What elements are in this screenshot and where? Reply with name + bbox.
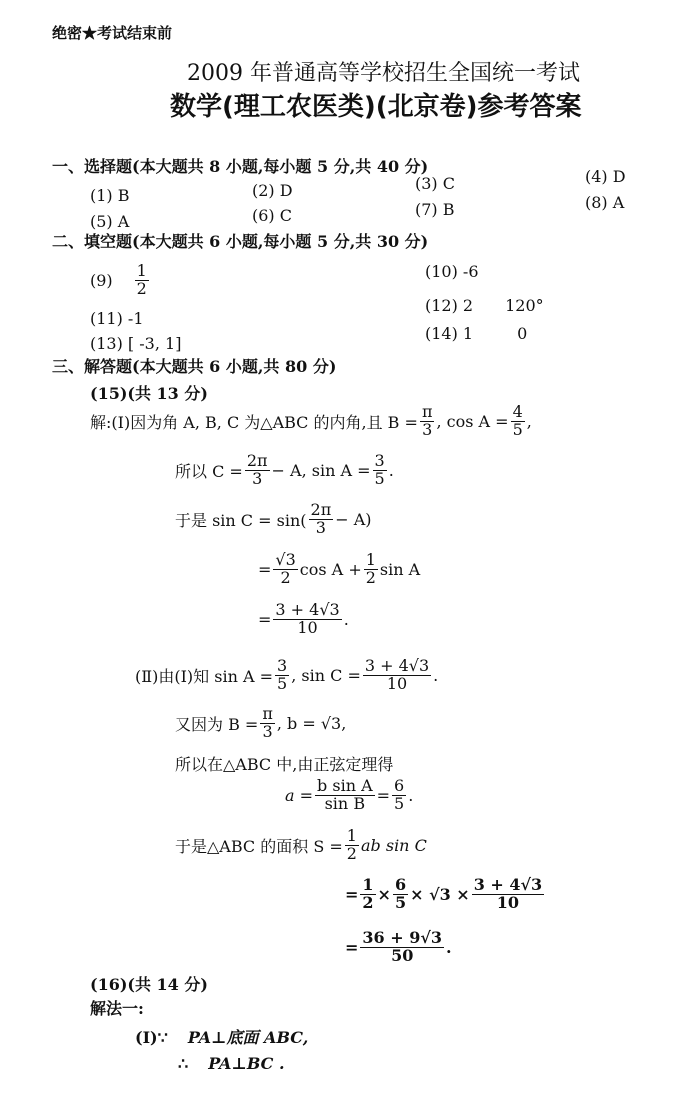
q15-so-c-line: 所以 C = $\frac{2\pi}{3}$ − A, sin A = $\frac{3}{5}$ .: [175, 451, 394, 488]
fraction: $\frac{\text{b sin A}}{\text{sin B}}$: [317, 776, 373, 813]
answer-label: (9): [90, 270, 113, 290]
exam-title: 2009 年普通高等学校招生全国统一考试: [187, 61, 580, 86]
q16-line1: (Ⅰ)∵ PA⊥底面 ABC,: [135, 1028, 309, 1047]
choice-answer: (4) D: [585, 167, 626, 186]
section-fill-heading: 二、填空题(本大题共 6 小题,每小题 5 分,共 30 分): [52, 232, 429, 251]
fill-answer-14: (14) 1 0: [425, 324, 528, 343]
fraction: $\frac{3}{5}$: [277, 656, 288, 693]
fraction: $\frac{1}{2}$: [362, 875, 374, 912]
q15-result1-line: = $\frac{3 + 4√3}{10}$ .: [258, 600, 349, 637]
fraction: $\frac{2\pi}{3}$: [246, 451, 268, 488]
fraction: $\frac{6}{5}$: [394, 776, 405, 813]
fraction: $\frac{\pi}{3}$: [262, 704, 273, 741]
q15-part1-line: 解:(Ⅰ)因为角 A, B, C 为△ABC 的内角,且 B = $\frac{\pi}{3}$ , cos A = $\frac{4}{5}$ ,: [90, 402, 532, 439]
fraction: $\frac{√3}{2}$: [275, 550, 296, 587]
fraction: $\frac{3}{5}$: [374, 451, 385, 488]
choice-answer: (8) A: [585, 193, 625, 212]
choice-answer: (6) C: [252, 206, 292, 225]
fraction: $\frac{36 + 9√3}{50}$: [362, 928, 442, 965]
fraction: $\frac{1}{2}$: [346, 826, 357, 863]
q15-heading: (15)(共 13 分): [90, 384, 208, 403]
q15-also-line: 又因为 B = $\frac{\pi}{3}$ , b = √3,: [175, 704, 347, 741]
choice-answer: (3) C: [415, 174, 455, 193]
q15-area-result-line: = $\frac{36 + 9√3}{50}$ .: [345, 928, 452, 965]
q16-heading: (16)(共 14 分): [90, 975, 208, 994]
fraction: $\frac{3 + 4√3}{10}$: [473, 875, 543, 912]
q15-part2-line: (Ⅱ)由(Ⅰ)知 sin A = $\frac{3}{5}$ , sin C = $\frac{3 + 4√3}{10}$ .: [135, 656, 439, 693]
choice-answer: (1) B: [90, 186, 130, 205]
section-solve-heading: 三、解答题(本大题共 6 小题,共 80 分): [52, 357, 337, 376]
fraction: $\frac{1}{2}$: [365, 550, 376, 587]
q16-line2: ∴ PA⊥BC .: [178, 1054, 285, 1073]
q15-expand-line: = $\frac{√3}{2}$ cos A + $\frac{1}{2}$ sin A: [258, 550, 421, 587]
choice-answer: (7) B: [415, 200, 455, 219]
q15-law-line: 所以在△ABC 中,由正弦定理得: [175, 755, 394, 774]
q16-method: 解法一:: [90, 999, 144, 1018]
fraction: $\frac{3 + 4√3}{10}$: [364, 656, 430, 693]
fraction: $\frac{3 + 4√3}{10}$: [275, 600, 340, 637]
q15-sinc-line: 于是 sin C = sin( $\frac{2\pi}{3}$ − A): [175, 500, 372, 537]
subject-title: 数学(理工农医类)(北京卷)参考答案: [170, 92, 582, 122]
fraction: $\frac{\pi}{3}$: [421, 402, 433, 439]
fill-answer-10: (10) -6: [425, 262, 479, 281]
fraction: $\frac{2\pi}{3}$: [310, 500, 332, 537]
choice-answer: (5) A: [90, 212, 130, 231]
choice-answer: (2) D: [252, 181, 293, 200]
section-choice-heading: 一、选择题(本大题共 8 小题,每小题 5 分,共 40 分): [52, 157, 429, 176]
fraction: $\frac{4}{5}$: [512, 402, 523, 439]
q15-area-calc-line: = $\frac{1}{2}$ × $\frac{6}{5}$ × √3 × $\frac{3 + 4√3}{10}$: [345, 875, 543, 912]
q15-a-line: a = $\frac{\text{b sin A}}{\text{sin B}}$ = $\frac{6}{5}$ .: [285, 776, 414, 813]
fill-answer-12: (12) 2 120°: [425, 296, 544, 315]
fraction: $\frac{6}{5}$: [394, 875, 407, 912]
fill-answer-11: (11) -1: [90, 309, 144, 328]
confidential-label: 绝密★考试结束前: [52, 24, 173, 42]
q15-area-line: 于是△ABC 的面积 S = $\frac{1}{2}$ ab sin C: [175, 826, 427, 863]
fraction: $\frac{1}{2}$: [136, 261, 147, 298]
fill-answer-9: [90, 263, 151, 298]
fill-answer-13: (13) [ -3, 1]: [90, 334, 182, 353]
